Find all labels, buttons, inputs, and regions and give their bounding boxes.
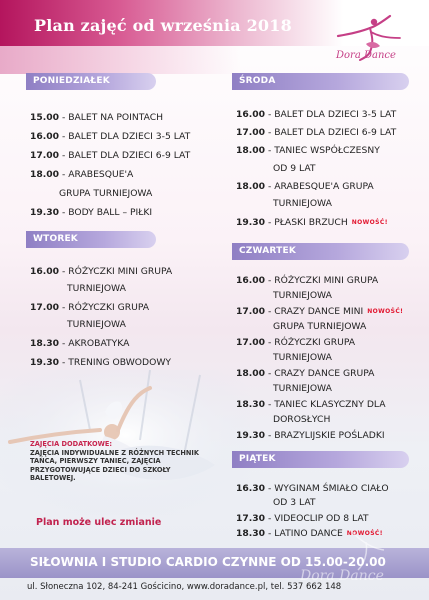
schedule-entry-continuation: GRUPA TURNIEJOWA — [273, 321, 367, 332]
schedule-entry: 16.00 - RÓŻYCZKI MINI GRUPA — [30, 266, 173, 277]
schedule-entry: 18.30 - AKROBATYKA — [30, 338, 130, 349]
new-badge: NOWOŚĆ! — [351, 219, 388, 226]
schedule-entry: 16.30 - WYGINAM ŚMIAŁO CIAŁO — [236, 483, 389, 494]
schedule-entry: 17.00 - BALET DLA DZIECI 6-9 LAT — [236, 127, 397, 138]
schedule-entry: 15.00 - BALET NA POINTACH — [30, 112, 164, 123]
schedule-entry: 19.30 - BRAZYLIJSKIE POŚLADKI — [236, 430, 385, 441]
watermark-text: Dora Dance — [300, 568, 384, 584]
schedule-entry: 17.30 - VIDEOCLIP OD 8 LAT — [236, 513, 369, 524]
header-band-fade — [0, 46, 240, 74]
day-header-friday: PIĄTEK — [232, 451, 409, 468]
schedule-entry: 19.30 - PŁASKI BRZUCH NOWOŚĆ! — [236, 217, 388, 228]
schedule-entry: 17.00 - BALET DLA DZIECI 6-9 LAT — [30, 150, 191, 161]
plan-change-note: Plan może ulec zmianie — [36, 517, 162, 528]
extra-classes-title: ZAJĘCIA DODATKOWE: — [30, 440, 113, 448]
schedule-entry-continuation: TURNIEJOWA — [273, 290, 332, 301]
schedule-entry-continuation: TURNIEJOWA — [67, 319, 126, 330]
schedule-entry-continuation: GRUPA TURNIEJOWA — [59, 188, 153, 199]
day-header-tuesday: WTOREK — [26, 231, 156, 248]
schedule-entry: 18.30 - TANIEC KLASYCZNY DLA — [236, 399, 386, 410]
schedule-entry: 19.30 - BODY BALL – PIŁKI — [30, 207, 153, 218]
day-header-wednesday: ŚRODA — [232, 73, 409, 90]
schedule-entry: 17.00 - RÓŻYCZKI GRUPA — [30, 302, 150, 313]
extra-classes-text: ZAJĘCIA INDYWIDUALNE Z RÓŻNYCH TECHNIK TAŃCA, PIERWSZY TANIEC, ZAJĘCIA PRZYGOTOWUJĄCE DZIECI DO SZKOŁY BALETOWEJ. — [30, 449, 199, 483]
brand-logo-text: Dora Dance — [336, 50, 396, 61]
schedule-entry: 18.30 - LATINO DANCE NOWOŚĆ! — [236, 528, 383, 539]
schedule-entry-continuation: TURNIEJOWA — [273, 198, 332, 209]
schedule-entry: 17.00 - CRAZY DANCE MINI NOWOŚĆ! — [236, 306, 404, 317]
poster-title: Plan zajęć od września 2018 — [34, 16, 292, 35]
schedule-entry-continuation: OD 3 LAT — [273, 497, 316, 508]
schedule-entry: 18.00 - CRAZY DANCE GRUPA — [236, 368, 375, 379]
day-header-thursday: CZWARTEK — [232, 243, 409, 260]
schedule-entry: 18.00 - ARABESQUE'A GRUPA — [236, 181, 374, 192]
schedule-entry: 16.00 - RÓŻYCZKI MINI GRUPA — [236, 275, 379, 286]
schedule-entry: 16.00 - BALET DLA DZIECI 3-5 LAT — [30, 131, 191, 142]
schedule-entry: 18.00 - TANIEC WSPÓŁCZESNY — [236, 145, 380, 156]
schedule-entry: 16.00 - BALET DLA DZIECI 3-5 LAT — [236, 109, 397, 120]
schedule-entry-continuation: OD 9 LAT — [273, 163, 316, 174]
schedule-entry-continuation: DOROSŁYCH — [273, 414, 331, 425]
schedule-entry-continuation: TURNIEJOWA — [273, 383, 332, 394]
footer-gym-hours: SIŁOWNIA I STUDIO CARDIO CZYNNE OD 15.00-20.00 — [30, 555, 386, 569]
schedule-entry: 19.30 - TRENING OBWODOWY — [30, 357, 172, 368]
footer-address: ul. Słoneczna 102, 84-241 Gościcino, www.doradance.pl, tel. 537 662 148 — [27, 582, 342, 592]
schedule-entry-continuation: TURNIEJOWA — [273, 352, 332, 363]
day-header-monday: PONIEDZIAŁEK — [26, 73, 156, 90]
schedule-entry: 18.00 - ARABESQUE'A — [30, 169, 134, 180]
new-badge: NOWOŚĆ! — [346, 530, 383, 537]
watermark-logo — [280, 520, 420, 590]
schedule-entry-continuation: TURNIEJOWA — [67, 283, 126, 294]
new-badge: NOWOŚĆ! — [367, 308, 404, 315]
schedule-entry: 17.00 - RÓŻYCZKI GRUPA — [236, 337, 356, 348]
